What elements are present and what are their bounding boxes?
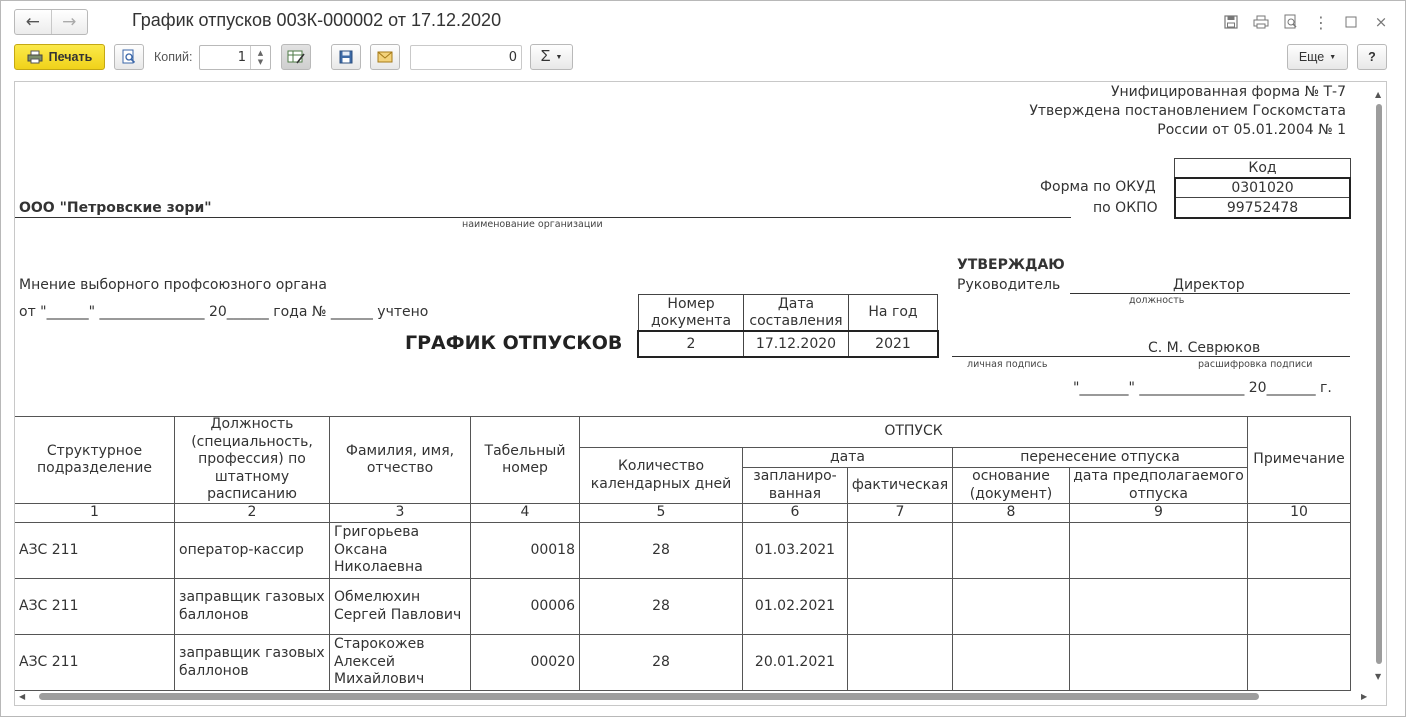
cell-days[interactable]: 28 xyxy=(580,579,743,635)
more-label: Еще xyxy=(1298,50,1325,64)
preview-icon[interactable] xyxy=(1281,12,1301,32)
header-reason: основание (документ) xyxy=(953,468,1070,504)
doc-year-value: 2021 xyxy=(875,335,911,352)
copies-label: Копий: xyxy=(154,50,193,64)
doc-year-header: На год xyxy=(848,294,938,331)
more-button[interactable] xyxy=(1287,44,1348,70)
chevron-down-icon: ▼ xyxy=(555,53,563,61)
edit-mode-button[interactable] xyxy=(281,44,311,70)
okud-label: Форма по ОКУД xyxy=(1040,179,1156,195)
cell-expected-date[interactable] xyxy=(1070,579,1248,635)
doc-number-header: Номер документа xyxy=(638,294,744,331)
restore-icon[interactable] xyxy=(1341,12,1361,32)
cell-actual[interactable] xyxy=(848,523,953,579)
cell-position[interactable]: заправщик газовых баллонов xyxy=(175,635,330,691)
position-caption: должность xyxy=(1129,295,1185,306)
navigation-buttons xyxy=(14,9,88,35)
header-expected-date: дата предполагаемого отпуска xyxy=(1070,468,1248,504)
spreadsheet-document[interactable] xyxy=(14,81,1387,706)
okud-value: 0301020 xyxy=(1176,179,1349,198)
cell-actual[interactable] xyxy=(848,579,953,635)
table-edit-icon xyxy=(287,50,305,64)
printer-icon[interactable] xyxy=(1251,12,1271,32)
window-title: График отпусков 003К-000002 от 17.12.2020 xyxy=(132,10,502,30)
vertical-scrollbar[interactable] xyxy=(1373,82,1385,688)
window-controls xyxy=(1221,12,1391,32)
vertical-scroll-thumb[interactable] xyxy=(1376,104,1382,664)
col-number: 9 xyxy=(1070,504,1248,523)
cell-expected-date[interactable] xyxy=(1070,635,1248,691)
col-number: 10 xyxy=(1248,504,1351,523)
code-header: Код xyxy=(1174,158,1351,178)
scroll-left-icon[interactable]: ◀ xyxy=(19,692,26,701)
preview-button[interactable] xyxy=(114,44,144,70)
header-tab-number: Табельный номер xyxy=(471,417,580,504)
org-underline xyxy=(15,217,1071,218)
position-underline xyxy=(1070,293,1350,294)
header-name: Фамилия, имя, отчество xyxy=(330,417,471,504)
cell-dept[interactable]: АЗС 211 xyxy=(15,635,175,691)
okpo-value: 99752478 xyxy=(1226,200,1299,216)
cell-name[interactable]: Григорьева Оксана Николаевна xyxy=(330,523,471,579)
cell-days[interactable]: 28 xyxy=(580,523,743,579)
cell-reason[interactable] xyxy=(953,635,1070,691)
col-number: 2 xyxy=(175,504,330,523)
signature-underline xyxy=(952,356,1350,357)
approve-title: УТВЕРЖДАЮ xyxy=(957,257,1065,273)
union-opinion-text: Мнение выборного профсоюзного органа xyxy=(19,277,327,293)
cell-tab-number[interactable]: 00018 xyxy=(471,523,580,579)
sum-value: 0 xyxy=(508,50,517,65)
header-planned: запланиро-ванная xyxy=(743,468,848,504)
cell-planned[interactable]: 01.03.2021 xyxy=(743,523,848,579)
horizontal-scrollbar[interactable] xyxy=(15,689,1373,703)
cell-reason[interactable] xyxy=(953,523,1070,579)
print-label: Печать xyxy=(48,50,93,64)
copies-value: 1 xyxy=(237,50,246,65)
okpo-label: по ОКПО xyxy=(1093,200,1158,216)
cell-reason[interactable] xyxy=(953,579,1070,635)
print-button[interactable] xyxy=(14,44,105,70)
signature-caption: личная подпись xyxy=(967,359,1048,370)
cell-tab-number[interactable]: 00020 xyxy=(471,635,580,691)
header-dept: Структурное подразделение xyxy=(15,417,175,504)
col-number: 6 xyxy=(743,504,848,523)
help-button[interactable]: ? xyxy=(1357,44,1387,70)
cell-planned[interactable]: 20.01.2021 xyxy=(743,635,848,691)
cell-position[interactable]: заправщик газовых баллонов xyxy=(175,579,330,635)
save-button[interactable] xyxy=(331,44,361,70)
org-caption: наименование организации xyxy=(462,219,603,230)
sum-field[interactable] xyxy=(410,45,522,70)
cell-days[interactable]: 28 xyxy=(580,635,743,691)
head-name: С. М. Севрюков xyxy=(1148,340,1261,356)
russia-date-text: России от 05.01.2004 № 1 xyxy=(1157,122,1346,138)
preview-icon xyxy=(122,49,136,65)
head-position: Директор xyxy=(1173,277,1245,293)
document-title: ГРАФИК ОТПУСКОВ xyxy=(405,332,623,354)
send-email-button[interactable] xyxy=(370,44,400,70)
col-number: 5 xyxy=(580,504,743,523)
sigma-icon: Σ xyxy=(540,48,551,65)
more-dots-icon[interactable]: ⋮ xyxy=(1313,12,1329,32)
cell-dept[interactable]: АЗС 211 xyxy=(15,523,175,579)
copies-field[interactable] xyxy=(199,45,271,70)
header-date: дата xyxy=(743,448,953,468)
organization-name: ООО "Петровские зори" xyxy=(19,200,212,216)
unified-form-text: Унифицированная форма № Т-7 xyxy=(1110,84,1346,100)
doc-number-value: 2 xyxy=(639,332,744,356)
back-arrow-icon[interactable]: ← xyxy=(25,12,40,32)
chevron-down-icon: ▼ xyxy=(1329,53,1337,61)
scroll-up-icon[interactable]: ▲ xyxy=(1375,90,1382,99)
cell-note[interactable] xyxy=(1248,635,1351,691)
col-number: 8 xyxy=(953,504,1070,523)
approved-by-text: Утверждена постановлением Госкомстата xyxy=(1029,103,1346,119)
doc-date-header: Дата составления xyxy=(743,294,849,331)
header-days: Количество календарных дней xyxy=(580,448,743,504)
cell-expected-date[interactable] xyxy=(1070,523,1248,579)
col-number: 3 xyxy=(330,504,471,523)
doc-date-value: 17.12.2020 xyxy=(744,332,849,356)
save-icon[interactable] xyxy=(1221,12,1241,32)
cell-dept[interactable]: АЗС 211 xyxy=(15,579,175,635)
printer-icon xyxy=(27,50,43,64)
copies-stepper[interactable]: ▲ ▼ xyxy=(250,46,270,69)
header-position: Должность (специальность, профессия) по штатному расписанию xyxy=(175,417,330,504)
head-label: Руководитель xyxy=(957,277,1061,293)
col-number: 7 xyxy=(848,504,953,523)
cell-name[interactable]: Обмелюхин Сергей Павлович xyxy=(330,579,471,635)
cell-note[interactable] xyxy=(1248,523,1351,579)
cell-tab-number[interactable]: 00006 xyxy=(471,579,580,635)
col-number: 4 xyxy=(471,504,580,523)
close-icon[interactable]: × xyxy=(1374,13,1388,31)
union-line-text: от "______" _______________ 20______ года № ______ учтено xyxy=(19,304,429,320)
header-note: Примечание xyxy=(1248,417,1351,504)
approve-date-line: "_______" _______________ 20_______ г. xyxy=(1073,380,1332,396)
forward-arrow-icon[interactable]: → xyxy=(51,10,88,34)
horizontal-scroll-thumb[interactable] xyxy=(39,693,1259,700)
sum-mode-button[interactable] xyxy=(530,44,573,70)
save-icon xyxy=(339,50,353,64)
cell-name[interactable]: Старокожев Алексей Михайлович xyxy=(330,635,471,691)
cell-note[interactable] xyxy=(1248,579,1351,635)
cell-position[interactable]: оператор-кассир xyxy=(175,523,330,579)
scroll-right-icon[interactable]: ▶ xyxy=(1361,692,1368,701)
header-actual: фактическая xyxy=(848,468,953,504)
decode-caption: расшифровка подписи xyxy=(1198,359,1313,370)
header-vacation: ОТПУСК xyxy=(580,417,1248,448)
vacation-table xyxy=(15,416,1351,706)
cell-planned[interactable]: 01.02.2021 xyxy=(743,579,848,635)
scroll-down-icon[interactable]: ▼ xyxy=(1375,672,1382,681)
col-number: 1 xyxy=(15,504,175,523)
cell-actual[interactable] xyxy=(848,635,953,691)
envelope-icon xyxy=(377,51,393,63)
header-transfer: перенесение отпуска xyxy=(953,448,1248,468)
